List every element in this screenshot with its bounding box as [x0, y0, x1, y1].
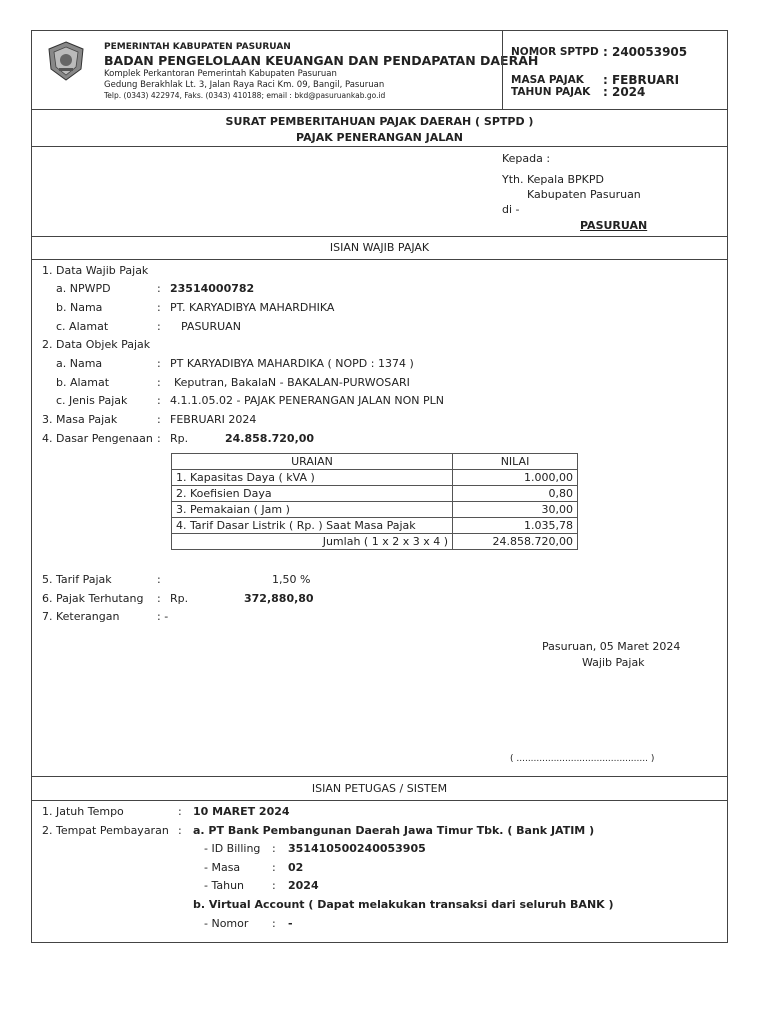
table-total-row: [172, 534, 578, 550]
masa-pajak-row-label: 3. Masa Pajak: [42, 413, 118, 426]
colon: :: [272, 917, 276, 930]
nomor-value: -: [288, 917, 293, 930]
signature-role: Wajib Pajak: [582, 656, 645, 669]
signature-blank: ( .............................................. ): [510, 754, 655, 764]
alamat-label: c. Alamat: [56, 320, 109, 333]
column-header-uraian: URAIAN: [172, 454, 453, 470]
divider: [32, 146, 727, 147]
sptpd-document: [31, 30, 728, 943]
colon: :: [178, 805, 182, 818]
org-address1: Komplek Perkantoran Pemerintah Kabupaten Pasuruan: [104, 69, 337, 79]
row-label: 2. Koefisien Daya: [172, 486, 453, 502]
bank-jatim: a. PT Bank Pembangunan Daerah Jawa Timur Tbk. ( Bank JATIM ): [193, 824, 595, 837]
title-line2: PAJAK PENERANGAN JALAN: [296, 131, 463, 144]
masa-pajak-value: : FEBRUARI: [603, 73, 680, 87]
recipient-di: di -: [502, 203, 520, 216]
jenis-pajak-value: 4.1.1.05.02 - PAJAK PENERANGAN JALAN NON PLN: [170, 394, 444, 407]
pajak-terhutang-label: 6. Pajak Terhutang: [42, 592, 144, 605]
colon: :: [157, 413, 161, 426]
alamat-value: PASURUAN: [181, 320, 241, 333]
table-row: [172, 486, 578, 502]
colon: :: [272, 879, 276, 892]
masa-value: 02: [288, 861, 304, 874]
dasar-pengenaan-value: 24.858.720,00: [225, 432, 315, 445]
column-header-nilai: NILAI: [453, 454, 578, 470]
recipient-yth: Yth. Kepala BPKPD: [502, 173, 604, 186]
data-wajib-pajak-heading: 1. Data Wajib Pajak: [42, 264, 149, 277]
dasar-pengenaan-label: 4. Dasar Pengenaan: [42, 432, 153, 445]
header-divider: [502, 31, 503, 109]
objek-nama-label: a. Nama: [56, 357, 103, 370]
masa-label: - Masa: [204, 861, 241, 874]
org-address2: Gedung Berakhlak Lt. 3, Jalan Raya Raci Km. 09, Bangil, Pasuruan: [104, 80, 385, 90]
colon: :: [157, 432, 161, 445]
colon: :: [157, 376, 161, 389]
table-row: [172, 502, 578, 518]
tarif-pajak-label: 5. Tarif Pajak: [42, 573, 112, 586]
tahun-label: - Tahun: [204, 879, 245, 892]
colon: :: [178, 824, 182, 837]
colon: :: [272, 842, 276, 855]
data-objek-pajak-heading: 2. Data Objek Pajak: [42, 338, 151, 351]
divider: [32, 800, 727, 801]
kepada-label: Kepada :: [502, 152, 551, 165]
org-contact: Telp. (0343) 422974, Faks. (0343) 410188; email : bkd@pasuruankab.go.id: [104, 91, 386, 100]
colon: :: [157, 394, 161, 407]
kabupaten-pasuruan-emblem-icon: [47, 41, 85, 81]
row-value: 30,00: [453, 502, 578, 518]
table-row: [172, 518, 578, 534]
keterangan-label: 7. Keterangan: [42, 610, 120, 623]
divider: [32, 776, 727, 777]
nomor-label: - Nomor: [204, 917, 249, 930]
tahun-pajak-value: : 2024: [603, 85, 646, 99]
colon: :: [157, 357, 161, 370]
colon: :: [157, 282, 161, 295]
divider: [32, 236, 727, 237]
total-value: 24.858.720,00: [453, 534, 578, 550]
masa-pajak-row-value: FEBRUARI 2024: [170, 413, 257, 426]
dasar-pengenaan-rp: Rp.: [170, 432, 189, 445]
jenis-pajak-label: c. Jenis Pajak: [56, 394, 128, 407]
tempat-pembayaran-label: 2. Tempat Pembayaran: [42, 824, 169, 837]
title-line1: SURAT PEMBERITAHUAN PAJAK DAERAH ( SPTPD ): [225, 115, 534, 128]
objek-nama-value: PT KARYADIBYA MAHARDIKA ( NOPD : 1374 ): [170, 357, 414, 370]
nomor-sptpd-value: : 240053905: [603, 45, 688, 59]
nomor-sptpd-label: NOMOR SPTPD: [511, 46, 599, 58]
nama-value: PT. KARYADIBYA MAHARDHIKA: [170, 301, 335, 314]
npwpd-label: a. NPWPD: [56, 282, 111, 295]
colon: :: [157, 320, 161, 333]
objek-alamat-value: Keputran, BakalaN - BAKALAN-PURWOSARI: [174, 376, 410, 389]
org-line1: PEMERINTAH KABUPATEN PASURUAN: [104, 42, 291, 52]
jatuh-tempo-value: 10 MARET 2024: [193, 805, 290, 818]
row-label: 3. Pemakaian ( Jam ): [172, 502, 453, 518]
pajak-terhutang-value: 372,880,80: [244, 592, 314, 605]
divider: [32, 109, 727, 110]
row-value: 1.035,78: [453, 518, 578, 534]
table-row: [172, 470, 578, 486]
id-billing-label: - ID Billing: [204, 842, 261, 855]
divider: [32, 259, 727, 260]
colon: :: [157, 301, 161, 314]
colon: :: [272, 861, 276, 874]
tarif-pajak-value: 1,50 %: [272, 573, 311, 586]
virtual-account: b. Virtual Account ( Dapat melakukan transaksi dari seluruh BANK ): [193, 898, 614, 911]
section-isian-petugas: ISIAN PETUGAS / SISTEM: [311, 782, 448, 795]
row-value: 1.000,00: [453, 470, 578, 486]
npwpd-value: 23514000782: [170, 282, 255, 295]
colon: :: [157, 592, 161, 605]
tahun-value: 2024: [288, 879, 319, 892]
pajak-terhutang-rp: Rp.: [170, 592, 189, 605]
row-label: 1. Kapasitas Daya ( kVA ): [172, 470, 453, 486]
signature-place-date: Pasuruan, 05 Maret 2024: [542, 640, 681, 653]
row-value: 0,80: [453, 486, 578, 502]
nama-label: b. Nama: [56, 301, 103, 314]
masa-pajak-label: MASA PAJAK: [511, 74, 584, 86]
tahun-pajak-label: TAHUN PAJAK: [511, 86, 591, 98]
id-billing-value: 351410500240053905: [288, 842, 426, 855]
calculation-table: [171, 453, 578, 550]
org-line2: BADAN PENGELOLAAN KEUANGAN DAN PENDAPATAN DAERAH: [104, 53, 539, 68]
objek-alamat-label: b. Alamat: [56, 376, 110, 389]
colon: :: [157, 573, 161, 586]
row-label: 4. Tarif Dasar Listrik ( Rp. ) Saat Masa Pajak: [172, 518, 453, 534]
jatuh-tempo-label: 1. Jatuh Tempo: [42, 805, 124, 818]
section-isian-wajib-pajak: ISIAN WAJIB PAJAK: [329, 241, 430, 254]
recipient-kabupaten: Kabupaten Pasuruan: [527, 188, 641, 201]
recipient-city: PASURUAN: [580, 219, 648, 232]
table-header-row: [172, 454, 578, 470]
keterangan-value: : -: [157, 610, 169, 623]
total-label: Jumlah ( 1 x 2 x 3 x 4 ): [172, 534, 453, 550]
